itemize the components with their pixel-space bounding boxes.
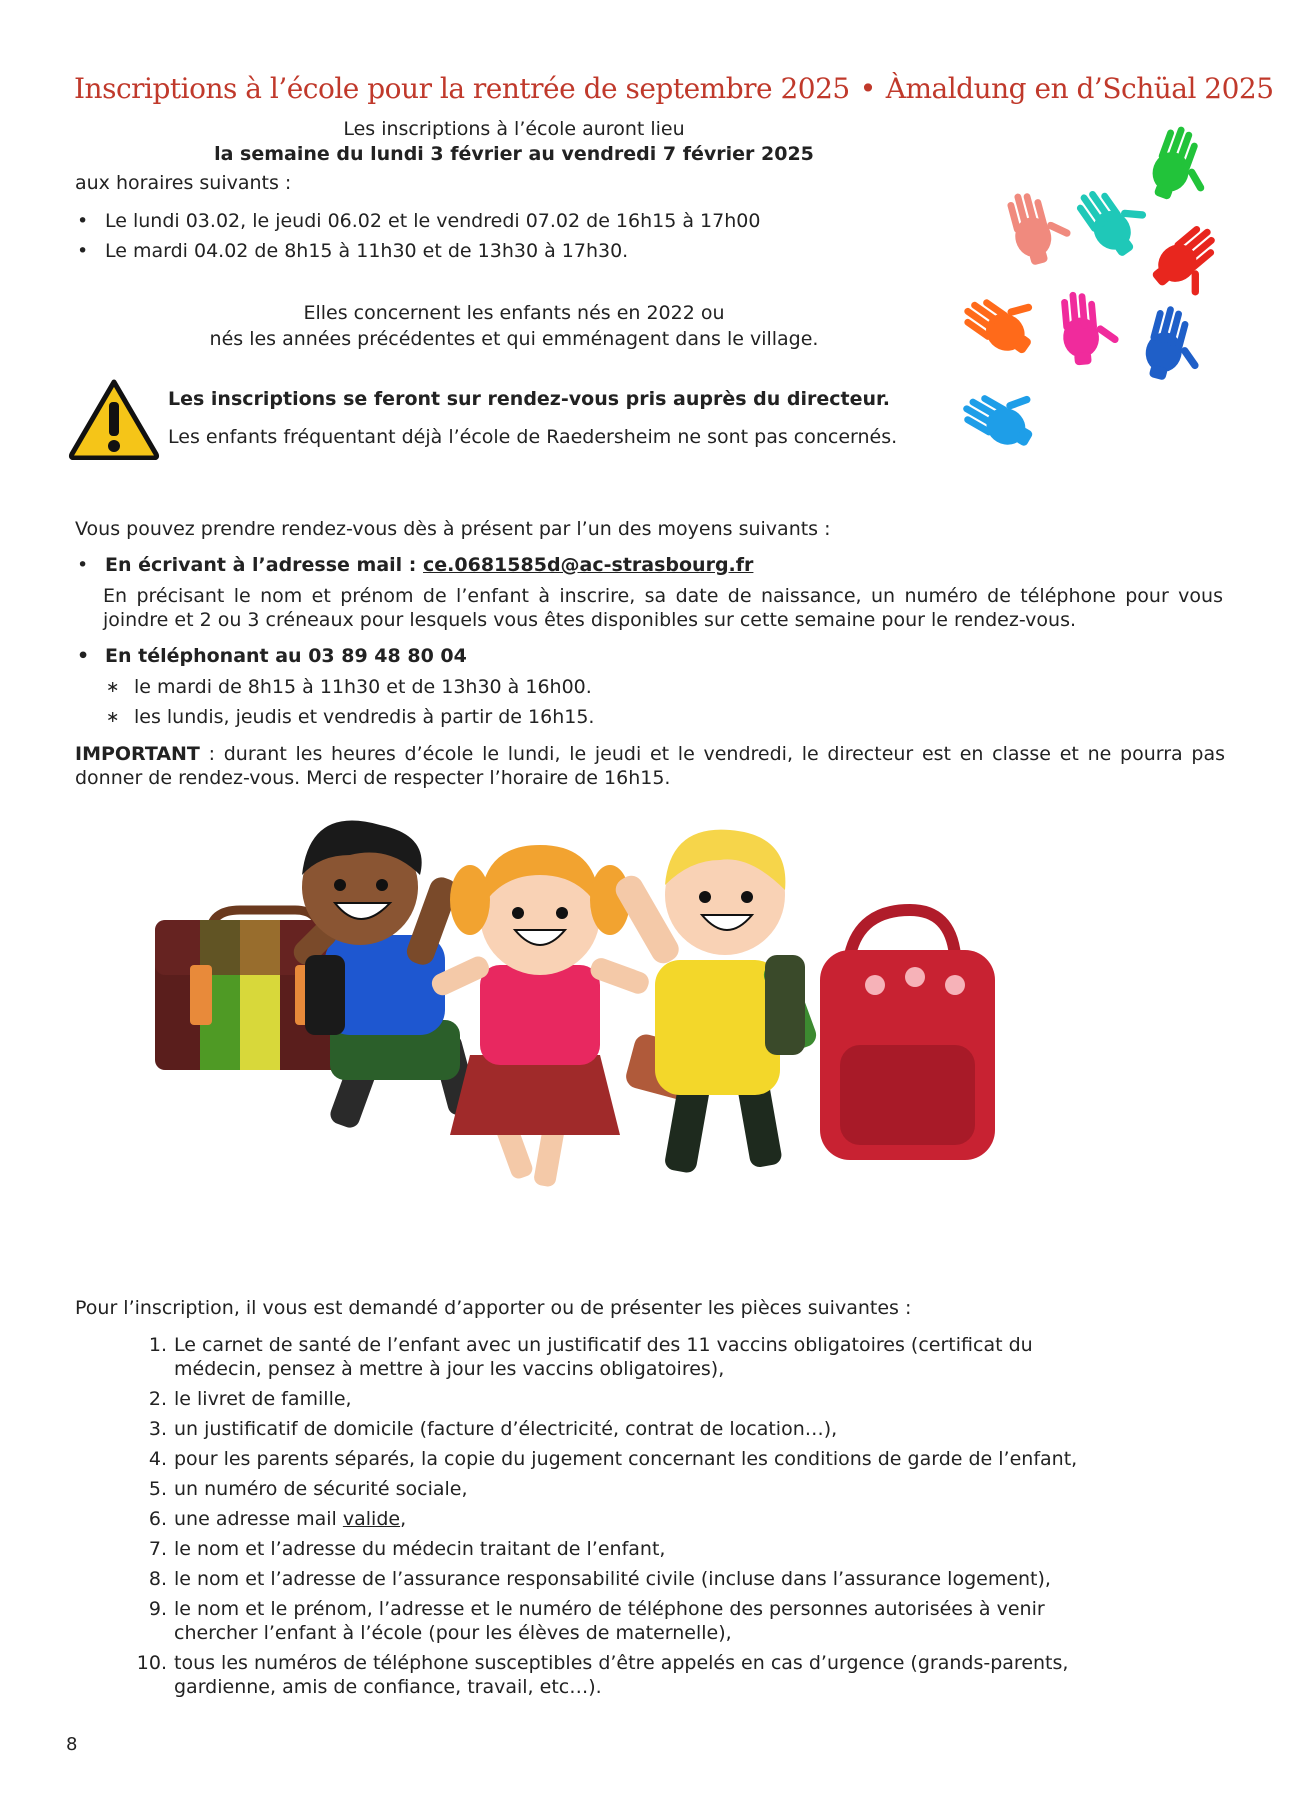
hand-icon [1139, 303, 1213, 389]
hand-icon [1145, 122, 1223, 210]
mail-detail: En précisant le nom et prénom de l’enfant à inscrire, sa date de naissance, un numéro de téléphone pour vous joindre et 2 ou 3 créneaux pour lesquels vous êtes disponibles sur cette semaine pour le rendez-vous. [103, 585, 1223, 631]
contact-intro: Vous pouvez prendre rendez-vous dès à présent par l’un des moyens suivants : [75, 518, 831, 540]
document-item [133, 1447, 1118, 1471]
page-title [74, 72, 1274, 105]
document-number: 3. [148, 1418, 167, 1440]
intro-block [74, 117, 954, 167]
schedule-item: • Le mardi 04.02 de 8h15 à 11h30 et de 13h30 à 17h30. [75, 236, 955, 266]
children-illustration [150, 815, 1070, 1255]
documents-intro: Pour l’inscription, il vous est demandé d’apporter ou de présenter les pièces suivantes : [75, 1297, 912, 1319]
important-label: IMPORTANT [75, 743, 200, 765]
document-text: le nom et l’adresse du médecin traitant de l’enfant, [174, 1538, 666, 1560]
title-separator: • [859, 72, 876, 105]
schedule-list [75, 206, 955, 266]
document-number: 6. [148, 1508, 167, 1530]
document-item [133, 1387, 1118, 1411]
warning-text: Les enfants fréquentant déjà l’école de Raedersheim ne sont pas concernés. [168, 426, 898, 448]
hand-icon [957, 274, 1050, 363]
title-alsatian: Àmaldung en d’Schüal 2025 [885, 72, 1274, 105]
document-text-underlined: valide [342, 1508, 401, 1530]
document-number: 10. [136, 1652, 167, 1674]
intro-dates: la semaine du lundi 3 février au vendredi 7 février 2025 [214, 143, 814, 165]
phone-label: • En téléphonant au 03 89 48 80 04 [75, 641, 1225, 671]
document-text: tous les numéros de téléphone susceptibles d’être appelés en cas d’urgence (grands-parents, gardienne, amis de confiance, travail, etc…). [174, 1652, 1069, 1698]
phone-hours-item: ∗ le mardi de 8h15 à 11h30 et de 13h30 à 16h00. [104, 672, 1204, 702]
hand-icon [1071, 170, 1160, 263]
child-boy-blond-icon [611, 830, 819, 1174]
document-text: Le carnet de santé de l’enfant avec un justificatif des 11 vaccins obligatoires (certificat du médecin, pensez à mettre à jour les vaccins obligatoires), [174, 1334, 1033, 1380]
document-number: 1. [148, 1334, 167, 1356]
concern-block [74, 300, 954, 352]
document-item [133, 1477, 1118, 1501]
document-text: une adresse mail [174, 1508, 343, 1530]
hands-illustration [955, 120, 1225, 460]
contact-list [75, 550, 1225, 580]
intro-line-3: aux horaires suivants : [75, 172, 292, 194]
document-item [133, 1651, 1118, 1699]
phone-hours-item: ∗ les lundis, jeudis et vendredis à partir de 16h15. [104, 702, 1204, 732]
email-link[interactable]: ce.0681585d@ac-strasbourg.fr [423, 554, 754, 576]
document-number: 5. [148, 1478, 167, 1500]
page-number: 8 [66, 1734, 78, 1755]
document-text: un justificatif de domicile (facture d’électricité, contrat de location…), [174, 1418, 838, 1440]
document-number: 7. [148, 1538, 167, 1560]
concern-line-2: nés les années précédentes et qui emménagent dans le village. [209, 328, 819, 350]
document-item [133, 1333, 1118, 1381]
red-backpack-icon [820, 910, 995, 1160]
important-note [75, 742, 1225, 790]
documents-list [133, 1333, 1118, 1705]
document-text: un numéro de sécurité sociale, [174, 1478, 468, 1500]
document-item [133, 1507, 1118, 1531]
warning-icon [68, 378, 160, 460]
document-text: pour les parents séparés, la copie du jugement concernant les conditions de garde de l’enfant, [174, 1448, 1078, 1470]
document-number: 9. [148, 1598, 167, 1620]
document-number: 2. [148, 1388, 167, 1410]
document-text: le livret de famille, [174, 1388, 352, 1410]
document-number: 4. [148, 1448, 167, 1470]
concern-line-1: Elles concernent les enfants nés en 2022 ou [303, 302, 725, 324]
document-text: le nom et le prénom, l’adresse et le numéro de téléphone des personnes autorisées à venir chercher l’enfant à l’école (pour les élèves de maternelle), [174, 1598, 1045, 1644]
mail-label: En écrivant à l’adresse mail : [105, 554, 424, 576]
intro-line-1: Les inscriptions à l’école auront lieu [343, 118, 685, 140]
schedule-item: • Le lundi 03.02, le jeudi 06.02 et le vendredi 07.02 de 16h15 à 17h00 [75, 206, 955, 236]
phone-hours-list [104, 672, 1204, 732]
hand-icon [957, 370, 1049, 456]
hand-icon [1059, 288, 1122, 366]
contact-phone-list [75, 641, 1225, 671]
hand-icon [1004, 183, 1078, 269]
document-text-end: , [400, 1508, 407, 1530]
document-item [133, 1597, 1118, 1645]
hand-icon [1145, 220, 1225, 311]
title-french: Inscriptions à l’école pour la rentrée de septembre 2025 [74, 72, 850, 105]
document-item [133, 1417, 1118, 1441]
document-text: le nom et l’adresse de l’assurance responsabilité civile (incluse dans l’assurance logement), [174, 1568, 1051, 1590]
document-item [133, 1537, 1118, 1561]
document-number: 8. [148, 1568, 167, 1590]
warning-bold-text: Les inscriptions se feront sur rendez-vous pris auprès du directeur. [168, 388, 890, 410]
important-text: : durant les heures d’école le lundi, le jeudi et le vendredi, le directeur est en classe et ne pourra pas donner de rendez-vous. Merci de respecter l’horaire de 16h15. [75, 743, 1225, 789]
document-item [133, 1567, 1118, 1591]
contact-mail-item [75, 550, 1225, 580]
